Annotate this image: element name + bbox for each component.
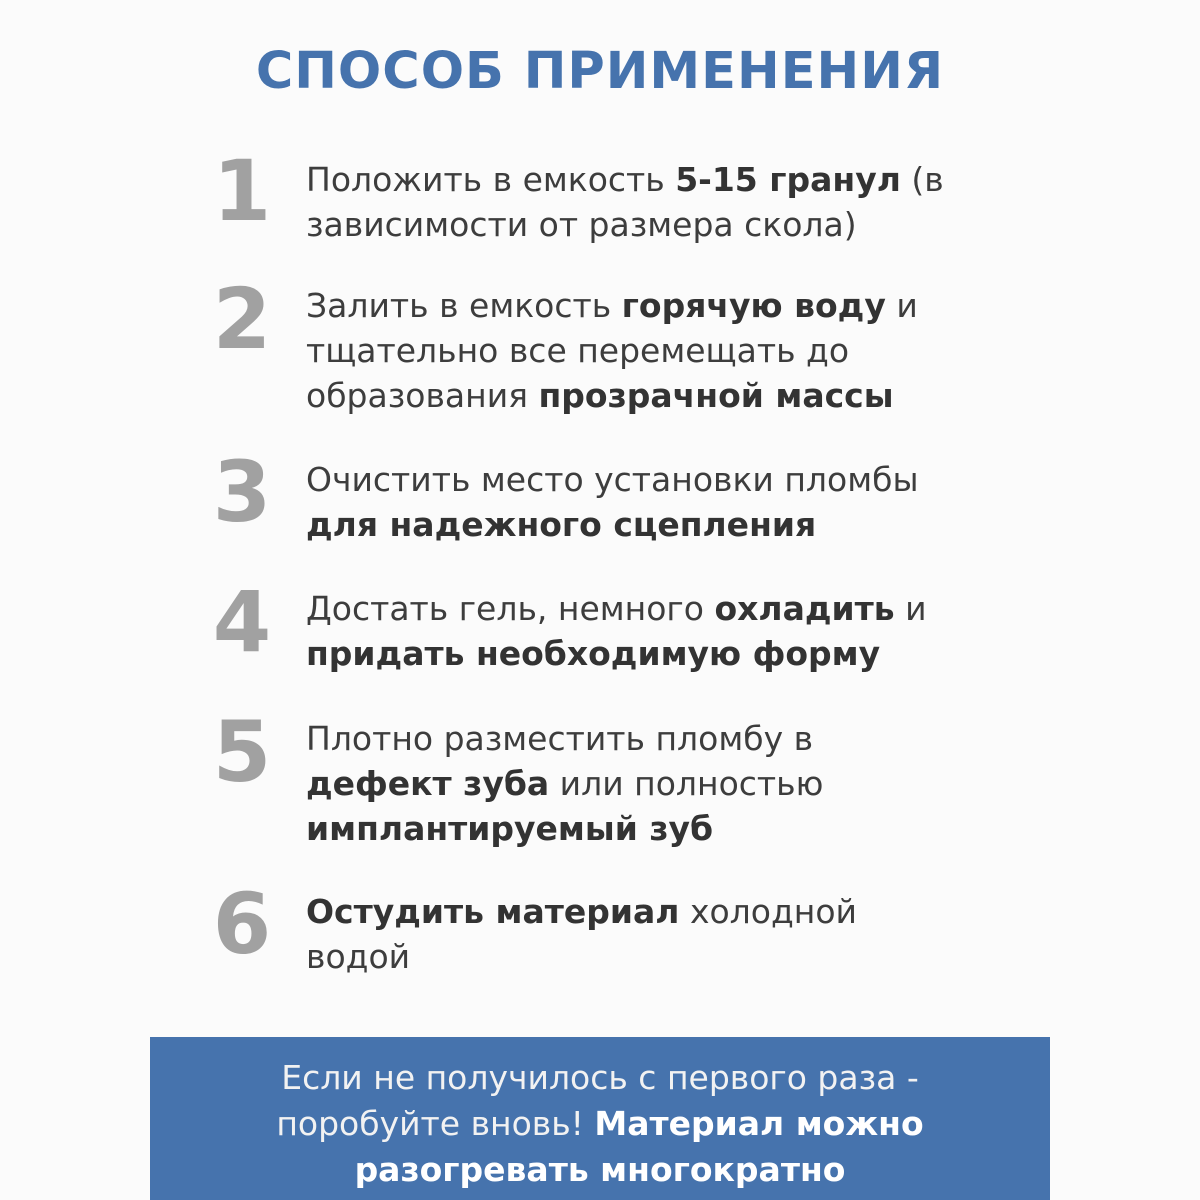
text-segment: Плотно разместить пломбу в	[306, 719, 814, 758]
bold-text: Остудить материал	[306, 892, 680, 931]
bold-text: для надежного сцепления	[306, 505, 817, 544]
text-segment: Достать гель, немного	[306, 589, 715, 628]
text-segment: водой	[306, 937, 411, 976]
step-number: 5	[212, 703, 272, 801]
step-number: 3	[212, 443, 272, 541]
text-segment: поробуйте вновь!	[276, 1104, 595, 1143]
bold-text: прозрачной массы	[538, 376, 894, 415]
text-segment: или полностью	[549, 764, 824, 803]
step-text	[306, 889, 1026, 979]
bold-text: горячую воду	[621, 286, 886, 325]
text-segment: и	[894, 589, 927, 628]
bold-text: Материал можно	[594, 1104, 924, 1143]
step-number: 6	[212, 875, 272, 973]
text-segment: и	[885, 286, 918, 325]
page-title: СПОСОБ ПРИМЕНЕНИЯ	[255, 42, 945, 101]
tip-text	[150, 1055, 1050, 1193]
tip-banner	[150, 1037, 1050, 1200]
bold-text: дефект зуба	[306, 764, 550, 803]
bold-text: 5-15 гранул	[675, 160, 901, 199]
bold-text: придать необходимую форму	[306, 634, 881, 673]
text-segment: Если не получилось с первого раза -	[281, 1058, 919, 1097]
text-segment: образования	[306, 376, 539, 415]
text-segment: Положить в емкость	[306, 160, 676, 199]
step-text	[306, 457, 1026, 547]
text-segment: (в	[900, 160, 944, 199]
bold-text: имплантируемый зуб	[306, 809, 714, 848]
text-segment: Очистить место установки пломбы	[306, 460, 919, 499]
step-number: 4	[212, 573, 272, 671]
step-number: 2	[212, 270, 272, 368]
step-text	[306, 716, 1026, 851]
bold-text: охладить	[714, 589, 895, 628]
step-number: 1	[212, 142, 272, 240]
step-text	[306, 283, 1026, 418]
bold-text: разогревать многократно	[354, 1150, 846, 1189]
text-segment: зависимости от размера скола)	[306, 205, 857, 244]
text-segment: Залить в емкость	[306, 286, 622, 325]
text-segment: холодной	[679, 892, 857, 931]
text-segment: тщательно все перемещать до	[306, 331, 850, 370]
step-text	[306, 586, 1026, 676]
step-text	[306, 157, 1026, 247]
